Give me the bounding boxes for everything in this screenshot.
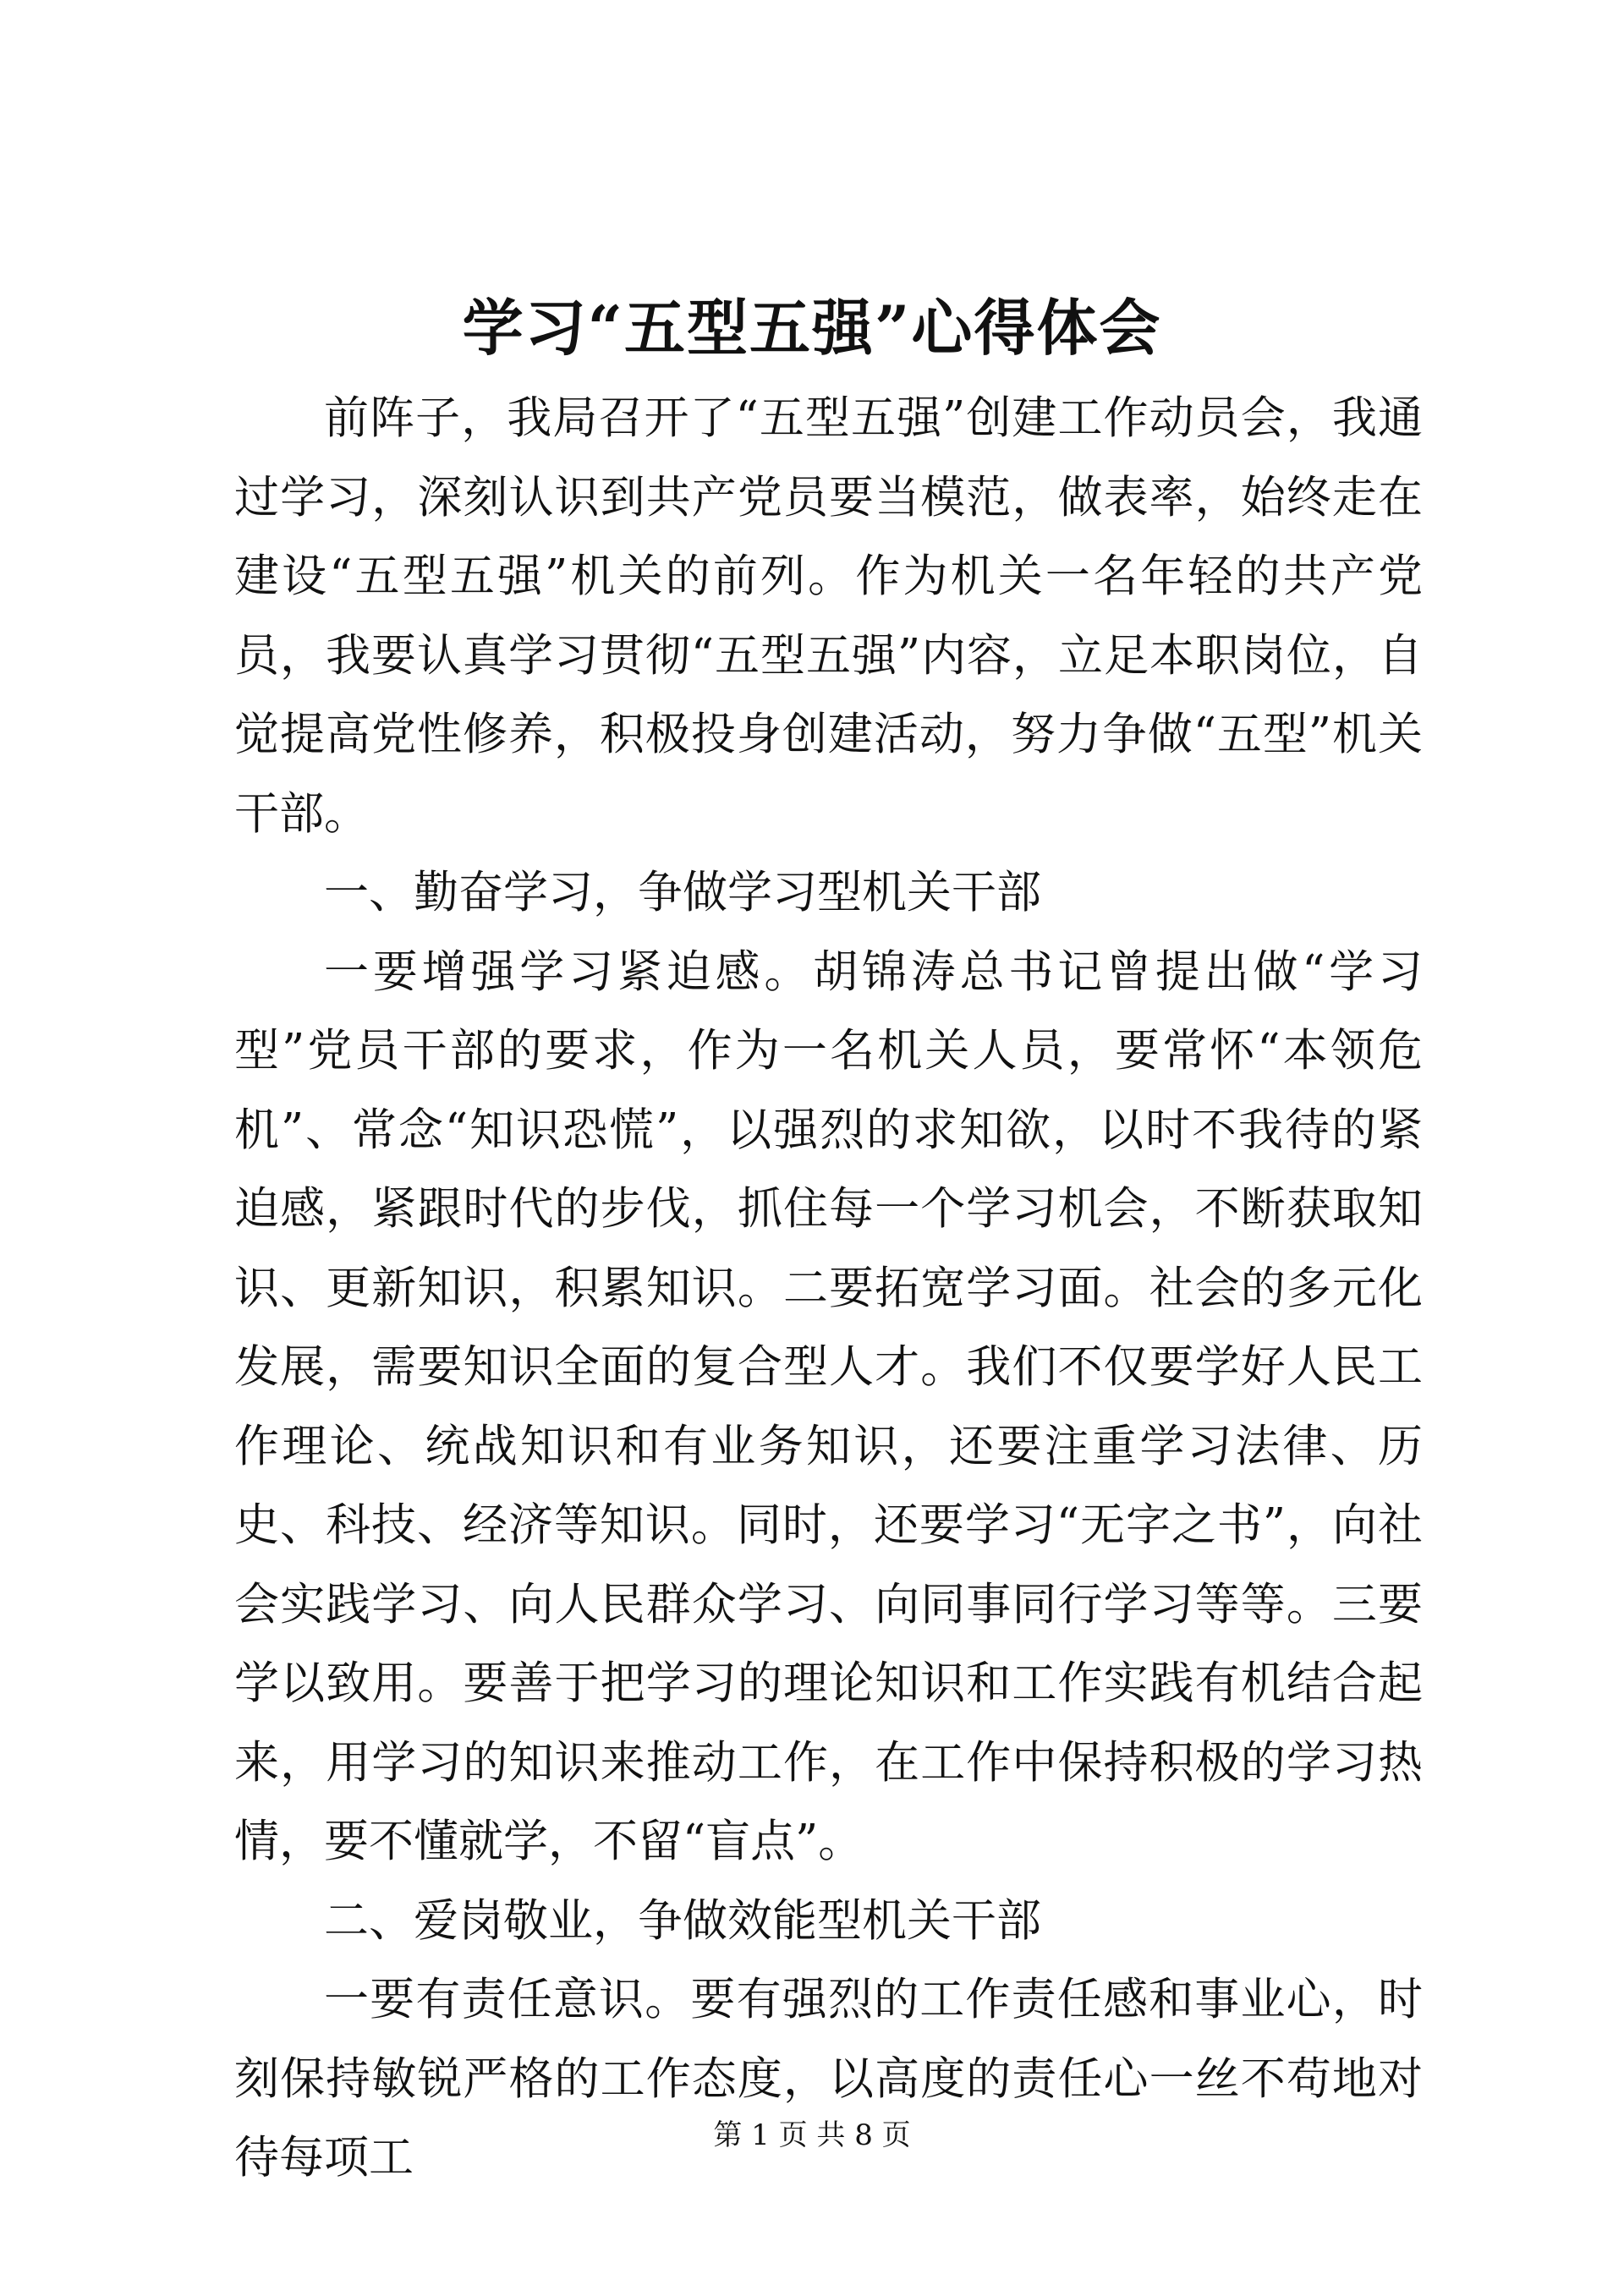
page-footer xyxy=(0,2114,1624,2156)
section-heading-1: 一、勤奋学习，争做学习型机关干部 xyxy=(324,867,1041,918)
section-heading-2: 二、爱岗敬业，争做效能型机关干部 xyxy=(324,1894,1041,1947)
section-1-paragraph: 一要增强学习紧迫感。胡锦涛总书记曾提出做“学习型”党员干部的要求，作为一名机关人员，要常怀“本领危机”、常念“知识恐慌”，以强烈的求知欲，以时不我待的紧迫感，紧跟时代的步伐，抓住每一个学习机会，不断获取知识、更新知识，积累知识。二要拓宽学习面。社会的多元化发展，需要知识全面的复合型人才。我们不仅要学好人民工作理论、统战知识和有业务知识，还要注重学习法律、历史、科技、经济等知识。同时，还要学习“无字之书”，向社会实践学习、向人民群众学习、向同事同行学习等等。三要学以致用。要善于把学习的理论知识和工作实践有机结合起来，用学习的知识来推动工作，在工作中保持积极的学习热情，要不懂就学，不留“盲点”。 xyxy=(234,945,1423,1867)
page-total: 共 8 页 xyxy=(816,2118,911,2152)
document-body xyxy=(234,379,1423,2198)
intro-paragraph: 前阵子，我局召开了“五型五强”创建工作动员会，我通过学习，深刻认识到共产党员要当模范，做表率，始终走在建设“五型五强”机关的前列。作为机关一名年轻的共产党员，我要认真学习贯彻“五型五强”内容，立足本职岗位，自觉提高党性修养，积极投身创建活动，努力争做“五型”机关干部。 xyxy=(234,392,1423,840)
section-2-paragraph: 一要有责任意识。要有强烈的工作责任感和事业心，时刻保持敏锐严格的工作态度，以高度的责任心一丝不苟地对待每项工 xyxy=(234,1974,1423,2184)
document-title: 学习“五型五强”心得体会 xyxy=(462,292,1162,364)
page-number: 第 1 页 xyxy=(713,2118,808,2152)
